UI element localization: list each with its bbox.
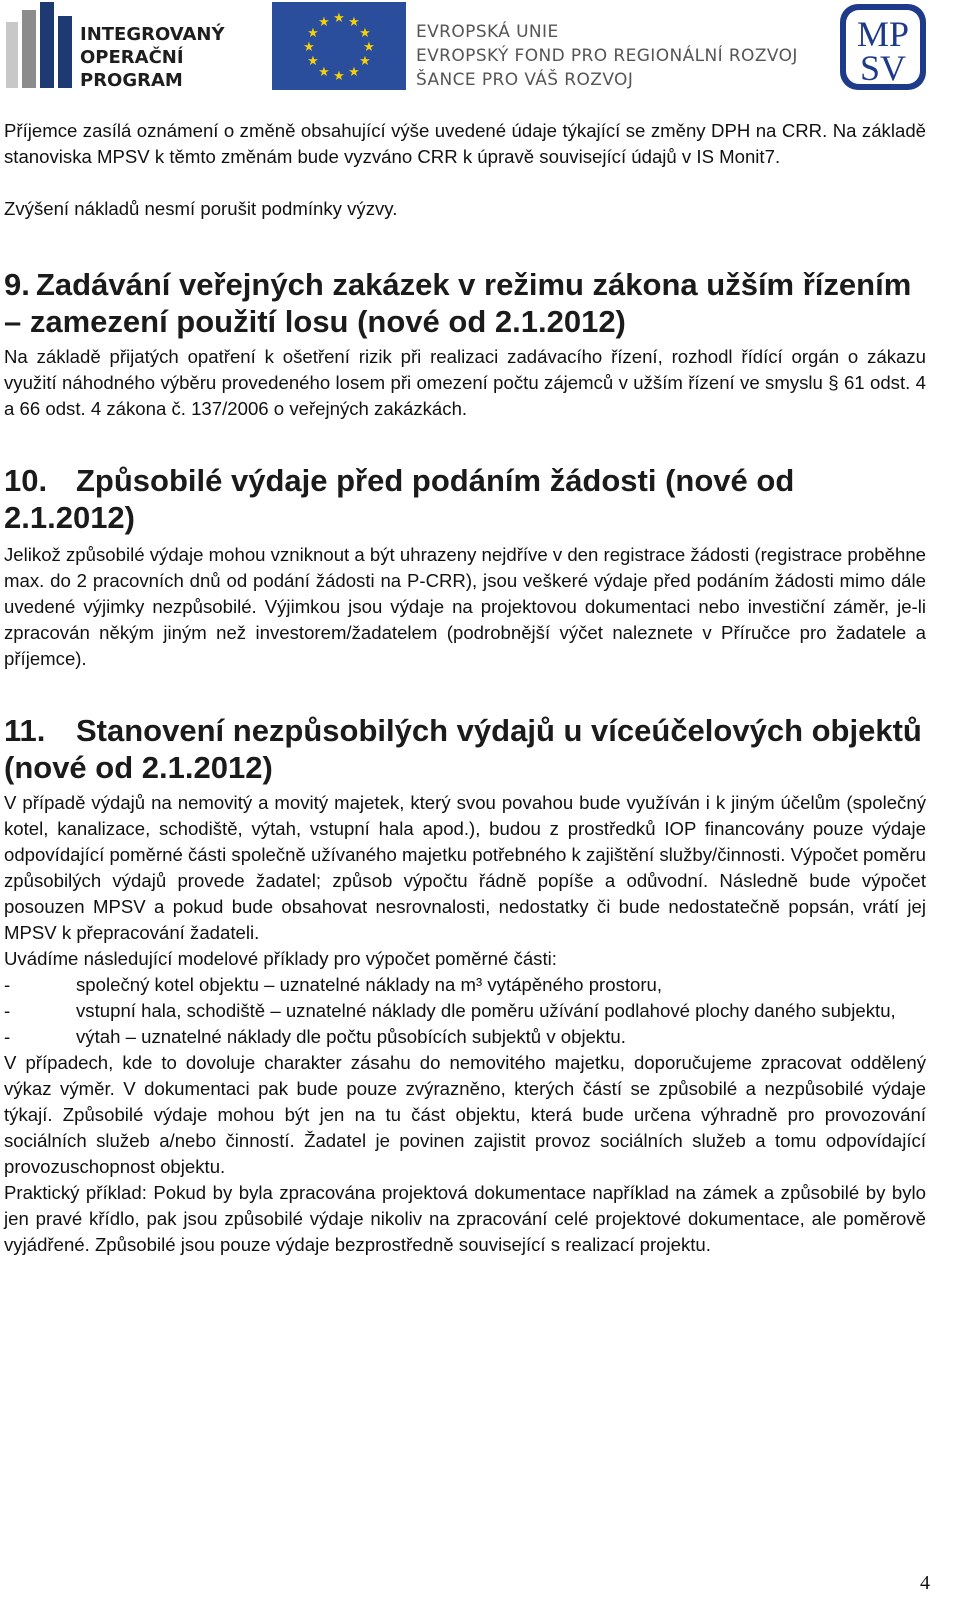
eu-text-line-1: EVROPSKÁ UNIE [416,22,559,42]
eu-text-line-3: ŠANCE PRO VÁŠ ROZVOJ [416,70,634,90]
mpsv-logo-top: MP [856,14,910,54]
list-dash: - [4,1000,11,1021]
svg-text:★: ★ [307,54,319,69]
svg-text:★: ★ [307,26,319,41]
list-dash: - [4,1026,11,1047]
document-body [4,118,926,1258]
svg-text:★: ★ [333,69,345,84]
list-item-text: společný kotel objektu – uznatelné náklady na m³ vytápěného prostoru, [76,974,663,995]
svg-text:★: ★ [359,54,371,69]
svg-text:★: ★ [348,65,360,80]
section-9-text: Na základě přijatých opatření k ošetření rizik při realizaci zadávacího řízení, rozhodl řídící orgán o zákazu využití náhodného výběru provedeného losem při omezení počtu zájemců v užším řízení ve smyslu § 61 odst. 4 a 66 odst. 4 zákona č. 137/2006 o veřejných zakázkách. [4,346,926,419]
section-9-title: Zadávání veřejných zakázek v režimu zákona užším řízením – zamezení použití losu (nové od 2.1.2012) [4,267,912,339]
iop-logo-line-1: INTEGROVANÝ [80,24,225,45]
eu-text-line-2: EVROPSKÝ FOND PRO REGIONÁLNÍ ROZVOJ [416,46,798,66]
list-dash: - [4,974,11,995]
svg-text:★: ★ [318,15,330,30]
svg-text:★: ★ [318,65,330,80]
section-10-title: Způsobilé výdaje před podáním žádosti (nové od 2.1.2012) [4,463,795,535]
eu-flag-icon [272,2,406,90]
section-11-paragraph-3: Praktický příklad: Pokud by byla zpracována projektová dokumentace například na zámek a způsobilé by bylo jen pravé křídlo, pak jsou způsobilé výdaje nikoliv na zpracování celé projektové dokumentace, ale poměrově vyjádřené. Způsobilé jsou pouze výdaje bezprostředně související s realizací projektu. [4,1182,926,1255]
svg-text:★: ★ [359,26,371,41]
list-item [4,972,926,998]
page-header [0,0,960,96]
list-item-text: výtah – uznatelné náklady dle počtu působících subjektů v objektu. [76,1026,626,1047]
intro-note: Zvýšení nákladů nesmí porušit podmínky výzvy. [4,198,398,219]
mpsv-logo-bottom: SV [859,48,907,88]
eu-text [416,20,798,92]
section-11-title: Stanovení nezpůsobilých výdajů u víceúčelových objektů (nové od 2.1.2012) [4,713,922,785]
mpsv-logo [838,2,928,92]
svg-text:★: ★ [303,40,315,55]
list-item [4,998,926,1024]
section-9-heading [4,266,926,340]
svg-text:★: ★ [348,15,360,30]
section-9-number: 9. [4,267,30,302]
section-11-list-intro: Uvádíme následující modelové příklady pro výpočet poměrné části: [4,948,557,969]
page-number: 4 [920,1572,930,1594]
intro-paragraph: Příjemce zasílá oznámení o změně obsahující výše uvedené údaje týkající se změny DPH na CRR. Na základě stanoviska MPSV k těmto změnám bude vyzváno CRR k úpravě související údajů v IS Monit7. [4,120,926,167]
section-10-heading [4,462,926,536]
list-item [4,1024,926,1050]
section-11-heading [4,712,926,786]
section-11-paragraph-1: V případě výdajů na nemovitý a movitý majetek, který svou povahou bude využíván i k jiným účelům (společný kotel, kanalizace, schodiště, výtah, vstupní hala apod.), budou z prostředků IOP financovány pouze výdaje odpovídající poměrné části společně užívaného majetku potřebného k zajištění služby/činnosti. Výpočet poměru způsobilých výdajů provede žadatel; způsob výpočtu řádně popíše a odůvodní. Následně bude výpočet posouzen MPSV a pokud bude obsahovat nesrovnalosti, nedostatky či bude nedostatečně popsán, vrátí jej MPSV k přepracování žadateli. [4,792,926,943]
list-item-text: vstupní hala, schodiště – uznatelné náklady dle poměru užívání podlahové plochy daného subjektu, [76,1000,896,1021]
iop-logo-line-2: OPERAČNÍ [80,47,184,68]
section-11-paragraph-2: V případech, kde to dovoluje charakter zásahu do nemovitého majetku, doporučujeme zpracovat oddělený výkaz výměr. V dokumentaci pak bude pouze zvýrazněno, kterých částí se způsobilé a nezpůsobilé výdaje týkají. Způsobilé výdaje mohou být jen na tu část objektu, která bude určena výhradně pro provozování sociálních služeb a/nebo činností. Žadatel je povinen zajistit provoz sociálních služeb a tomu odpovídající provozuschopnost objektu. [4,1052,926,1177]
section-10-text: Jelikož způsobilé výdaje mohou vzniknout a být uhrazeny nejdříve v den registrace žádosti (registrace proběhne max. do 2 pracovních dnů od podání žádosti na P-CRR), jsou veškeré výdaje před podáním žádosti mimo dále uvedené výjimky nezpůsobilé. Výjimkou jsou výdaje na projektovou dokumentaci nebo investiční záměr, je-li zpracován někým jiným než investorem/žadatelem (podrobnější výčet naleznete v Příručce pro žadatele a příjemce). [4,544,926,669]
svg-text:★: ★ [363,40,375,55]
section-10-number: 10. [4,463,48,498]
iop-logo-line-3: PROGRAM [80,70,183,91]
iop-logo [4,2,236,92]
section-11-number: 11. [4,713,46,748]
svg-text:★: ★ [333,11,345,26]
